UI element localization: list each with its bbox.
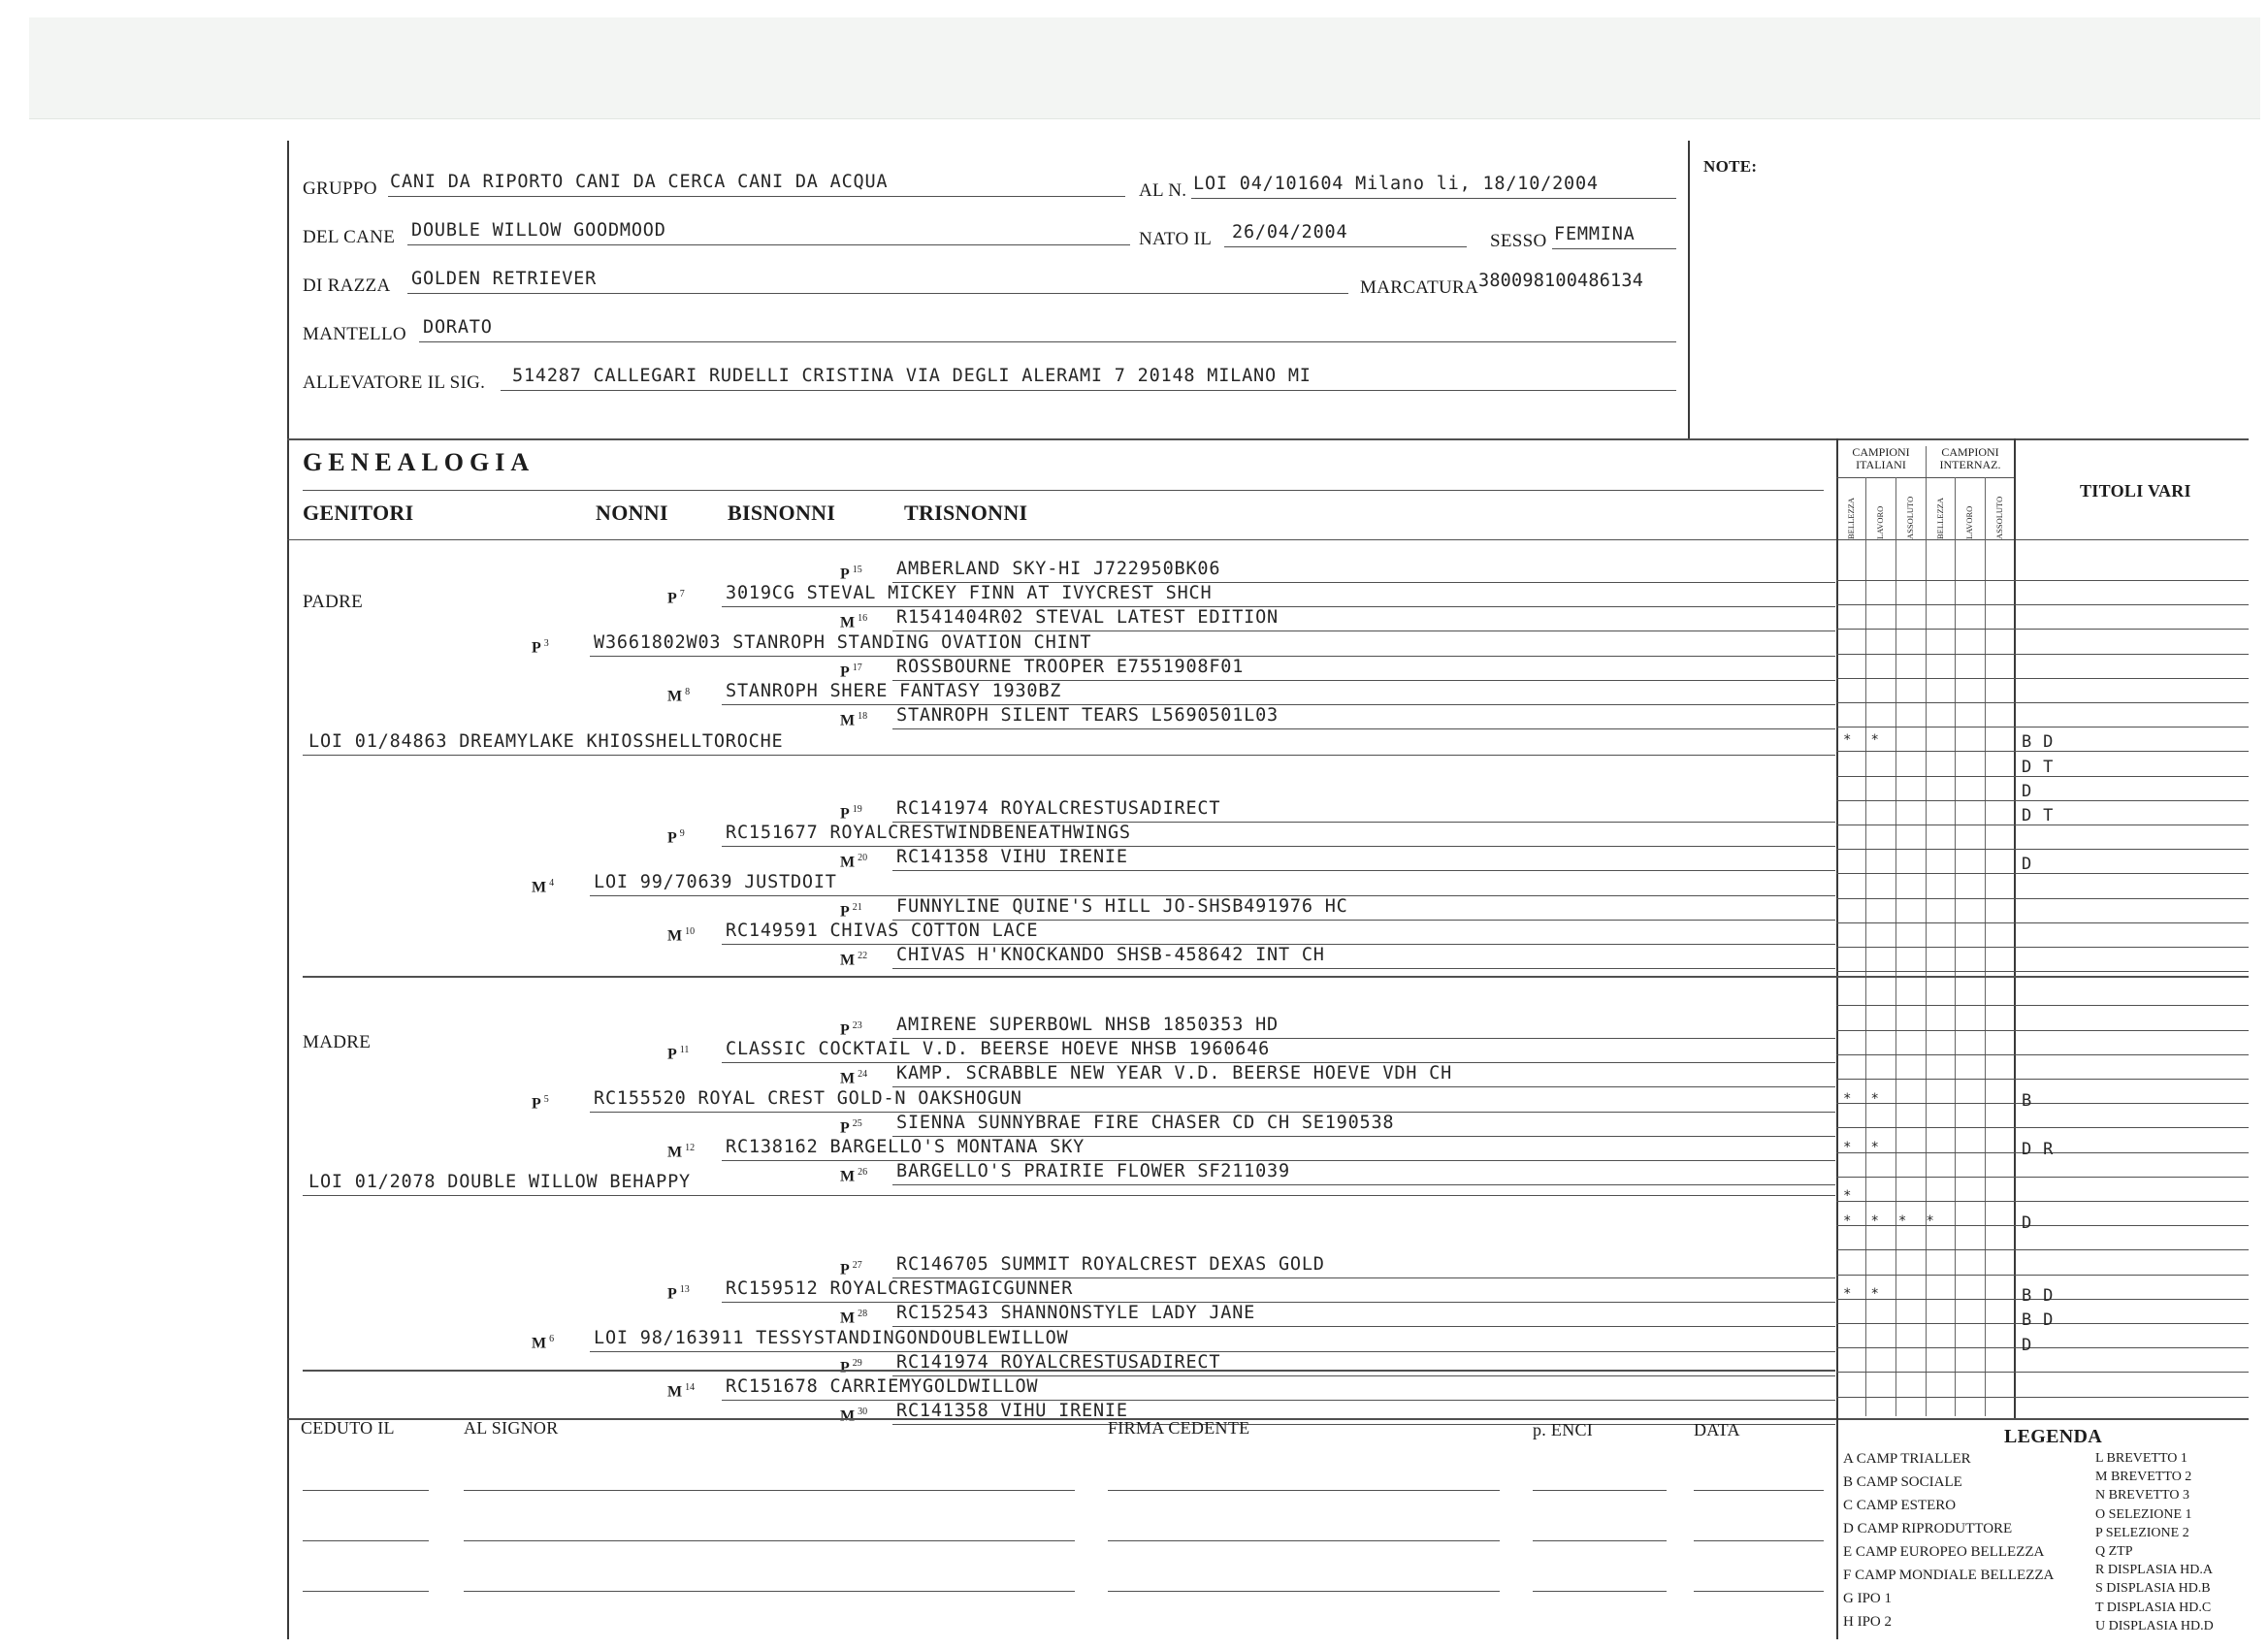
pedigree-mark-letter: M <box>667 688 683 705</box>
titoli-left-border <box>2014 438 2016 1418</box>
pedigree-mark-number: 24 <box>858 1069 868 1081</box>
champ-column-label: BELLEZZA <box>1935 498 1945 539</box>
footer-blank-line <box>1694 1490 1824 1491</box>
footer-blank-line <box>1694 1591 1824 1592</box>
titoli-row-line <box>1836 873 2249 874</box>
pedigree-entry: RC138162 BARGELLO'S MONTANA SKY <box>726 1137 1085 1157</box>
pedigree-mark <box>667 687 690 705</box>
pedigree-entry: STANROPH SILENT TEARS L5690501L03 <box>896 705 1279 727</box>
titoli-row-line <box>1836 1054 2249 1055</box>
footer-top-rule <box>287 1418 2249 1420</box>
legenda-item: O SELEZIONE 1 <box>2095 1506 2192 1522</box>
champion-stars: * <box>1843 1188 1853 1205</box>
legenda-item: U DISPLASIA HD.D <box>2095 1618 2214 1633</box>
allevatore-label: ALLEVATORE IL SIG. <box>303 372 486 393</box>
footer-blank-line <box>464 1490 1075 1491</box>
pedigree-entry: RC159512 ROYALCRESTMAGICGUNNER <box>726 1278 1074 1300</box>
champ-column-label: LAVORO <box>1964 505 1974 539</box>
legenda-item: E CAMP EUROPEO BELLEZZA <box>1843 1544 2045 1560</box>
pedigree-entry: RC151677 ROYALCRESTWINDBENEATHWINGS <box>726 823 1131 844</box>
pedigree-mark-letter: M <box>840 1310 856 1327</box>
footer-blank-line <box>1108 1490 1500 1491</box>
titoli-row-line <box>1836 898 2249 899</box>
pedigree-mark <box>840 853 867 871</box>
gruppo-line <box>388 196 1125 197</box>
titoli-row-line <box>1836 947 2249 948</box>
genealogy-bottom-rule <box>303 1370 1835 1372</box>
champion-stars: * * <box>1843 1090 1880 1107</box>
pedigree-mark-number: 29 <box>852 1357 862 1369</box>
pedigree-mark-number: 12 <box>685 1143 696 1153</box>
madre-name-line <box>303 1195 1835 1196</box>
pedigree-mark <box>840 951 867 969</box>
champ-column-label: BELLEZZA <box>1846 498 1856 539</box>
pedigree-entry: RC155520 ROYAL CREST GOLD-N OAKSHOGUN <box>594 1087 1022 1109</box>
titoli-row-line <box>1836 654 2249 655</box>
pedigree-mark <box>840 613 867 631</box>
pedigree-entry: CLASSIC COCKTAIL V.D. BEERSE HOEVE NHSB 1960646 <box>726 1039 1271 1060</box>
titoli-vari-label: TITOLI VARI <box>2080 481 2191 501</box>
titoli-row-line <box>1836 1347 2249 1348</box>
pedigree-mark-letter: P <box>667 1046 677 1063</box>
pedigree-mark-number: 8 <box>685 687 691 697</box>
pedigree-mark-number: 7 <box>679 589 685 600</box>
pedigree-entry: RC149591 CHIVAS COTTON LACE <box>726 920 1039 941</box>
pedigree-mark-number: 28 <box>858 1309 868 1320</box>
pedigree-entry: RC151678 CARRIEMYGOLDWILLOW <box>726 1375 1039 1397</box>
padre-madre-separator <box>303 976 2249 978</box>
legenda-item: G IPO 1 <box>1843 1591 1893 1606</box>
pedigree-entry: RC141974 ROYALCRESTUSADIRECT <box>896 797 1221 819</box>
sesso-label: SESSO <box>1490 231 1547 251</box>
pedigree-entry: ROSSBOURNE TROOPER E7551908F01 <box>896 656 1245 677</box>
col-bisnonni: BISNONNI <box>728 501 836 525</box>
pedigree-mark-number: 21 <box>852 901 862 913</box>
footer-blank-line <box>303 1591 429 1592</box>
pedigree-entry-line <box>892 1086 1835 1087</box>
pedigree-mark-letter: P <box>840 1119 850 1137</box>
pedigree-mark-number: 27 <box>852 1259 862 1271</box>
allevatore-value: 514287 CALLEGARI RUDELLI CRISTINA VIA DEGLI ALERAMI 7 20148 MILANO MI <box>512 366 1312 386</box>
pedigree-mark-letter: P <box>667 590 677 607</box>
col-trisnonni: TRISNONNI <box>904 501 1028 525</box>
legenda-item: B CAMP SOCIALE <box>1843 1474 1962 1490</box>
pedigree-mark-letter: M <box>532 1334 547 1351</box>
pedigree-mark <box>667 1143 695 1161</box>
pedigree-entry-line <box>722 1400 1835 1401</box>
pedigree-mark <box>840 1118 862 1137</box>
legenda-item: L BREVETTO 1 <box>2095 1451 2187 1466</box>
champ-column-label: LAVORO <box>1875 505 1885 539</box>
footer-blank-line <box>303 1540 429 1541</box>
footer-blank-line <box>464 1591 1075 1592</box>
pedigree-mark-number: 18 <box>858 711 868 723</box>
legenda-item: Q ZTP <box>2095 1544 2133 1559</box>
legenda-item: T DISPLASIA HD.C <box>2095 1600 2212 1615</box>
pedigree-entry-line <box>722 846 1835 847</box>
pedigree-mark-number: 3 <box>543 637 549 649</box>
titoli-row-line <box>1836 1249 2249 1250</box>
legenda-item: H IPO 2 <box>1843 1614 1893 1630</box>
pedigree-mark-number: 19 <box>852 803 862 815</box>
pedigree-entry: RC141358 VIHU IRENIE <box>896 847 1128 868</box>
nato-value: 26/04/2004 <box>1232 222 1348 242</box>
pedigree-mark <box>840 1260 862 1278</box>
sesso-value: FEMMINA <box>1554 224 1636 244</box>
frame-left-border <box>287 141 289 1639</box>
pedigree-mark-letter: M <box>667 1383 683 1401</box>
titoli-row-line <box>1836 922 2249 923</box>
titoli-value: B D <box>2022 732 2055 753</box>
pedigree-mark <box>667 589 685 607</box>
al-n-value: LOI 04/101604 Milano li, 18/10/2004 <box>1193 174 1599 194</box>
campioni-internaz-label: CAMPIONI INTERNAZ. <box>1939 445 2001 471</box>
campioni-rule <box>1836 477 2014 478</box>
pedigree-mark-letter: P <box>840 903 850 921</box>
legenda-item: P SELEZIONE 2 <box>2095 1525 2189 1540</box>
pedigree-mark <box>532 1334 554 1352</box>
mantello-value: DORATO <box>423 317 493 338</box>
pedigree-entry: RC146705 SUMMIT ROYALCREST DEXAS GOLD <box>896 1253 1325 1275</box>
razza-line <box>407 293 1348 294</box>
mantello-label: MANTELLO <box>303 324 406 344</box>
titoli-row-line <box>1836 604 2249 605</box>
pedigree-mark-number: 13 <box>679 1284 690 1296</box>
pedigree-mark-number: 15 <box>852 565 862 575</box>
pedigree-mark-number: 11 <box>679 1045 690 1056</box>
pedigree-mark-letter: P <box>532 638 541 656</box>
pedigree-mark-letter: M <box>532 878 547 895</box>
pedigree-mark <box>532 878 554 896</box>
pedigree-entry: LOI 98/163911 TESSYSTANDINGONDOUBLEWILLOW <box>594 1327 1069 1348</box>
pedigree-entry: RC141358 VIHU IRENIE <box>896 1401 1128 1422</box>
marcatura-value: 380098100486134 <box>1478 271 1644 291</box>
pedigree-mark-letter: M <box>840 854 856 871</box>
pedigree-mark <box>840 804 862 823</box>
genealogia-title: GENEALOGIA <box>303 448 535 476</box>
razza-label: DI RAZZA <box>303 275 391 296</box>
titoli-row-line <box>1836 1005 2249 1006</box>
signor-label: AL SIGNOR <box>464 1418 559 1438</box>
legenda-item: N BREVETTO 3 <box>2095 1488 2189 1504</box>
titoli-value: D <box>2022 855 2033 875</box>
padre-name-line <box>303 755 1835 756</box>
legenda-left-border <box>1836 1418 1838 1639</box>
pedigree-mark-letter: M <box>840 712 856 729</box>
titoli-row-line <box>1836 678 2249 679</box>
titoli-row-line <box>1836 629 2249 630</box>
pedigree-mark <box>667 926 695 945</box>
gruppo-label: GRUPPO <box>303 178 377 199</box>
titoli-row-line <box>1836 1103 2249 1104</box>
champ-group-divider <box>1926 446 1927 1416</box>
legenda-item: D CAMP RIPRODUTTORE <box>1843 1521 2013 1536</box>
pedigree-mark-letter: M <box>840 1168 856 1185</box>
allevatore-line <box>501 390 1676 391</box>
mantello-line <box>419 341 1676 342</box>
legenda-item: R DISPLASIA HD.A <box>2095 1563 2213 1578</box>
pedigree-mark <box>840 663 862 681</box>
pedigree-mark <box>840 1069 867 1087</box>
pedigree-mark-number: 4 <box>549 877 555 889</box>
footer-blank-line <box>303 1490 429 1491</box>
note-divider <box>1688 141 1690 438</box>
pedigree-mark-number: 30 <box>858 1406 868 1418</box>
titoli-value: D <box>2022 1212 2033 1233</box>
pedigree-entry: CHIVAS H'KNOCKANDO SHSB-458642 INT CH <box>896 945 1325 966</box>
champion-stars: * * * * <box>1843 1212 1935 1229</box>
pedigree-entry-line <box>722 704 1835 705</box>
pedigree-mark <box>840 711 867 729</box>
pedigree-mark-letter: M <box>667 1144 683 1161</box>
padre-label: PADRE <box>303 592 364 612</box>
titoli-row-line <box>1836 1397 2249 1398</box>
pedigree-mark-letter: P <box>667 829 677 847</box>
pedigree-mark <box>840 1167 867 1185</box>
enci-label: p. ENCI <box>1533 1420 1594 1439</box>
legenda-item: M BREVETTO 2 <box>2095 1470 2192 1485</box>
pedigree-entry: STANROPH SHERE FANTASY 1930BZ <box>726 681 1062 701</box>
data-label: DATA <box>1694 1420 1740 1439</box>
scan-margin <box>29 17 2260 119</box>
pedigree-mark-number: 9 <box>679 828 685 840</box>
titoli-row-line <box>1836 1079 2249 1080</box>
pedigree-entry-line <box>892 968 1835 969</box>
pedigree-mark-letter: P <box>840 1021 850 1039</box>
pedigree-mark <box>667 1045 689 1063</box>
pedigree-mark-letter: M <box>840 1407 856 1425</box>
razza-value: GOLDEN RETRIEVER <box>411 269 598 289</box>
pedigree-mark <box>667 1382 695 1401</box>
titoli-row-line <box>1836 800 2249 801</box>
pedigree-entry-line <box>892 870 1835 871</box>
legenda-title: LEGENDA <box>2004 1426 2103 1447</box>
footer-blank-line <box>1694 1540 1824 1541</box>
titoli-row-line <box>1836 971 2249 972</box>
pedigree-mark-letter: P <box>667 1285 677 1303</box>
pedigree-mark-letter: P <box>840 566 850 583</box>
pedigree-entry: AMIRENE SUPERBOWL NHSB 1850353 HD <box>896 1015 1279 1035</box>
titoli-value: B <box>2022 1090 2033 1111</box>
madre-name: LOI 01/2078 DOUBLE WILLOW BEHAPPY <box>308 1172 691 1192</box>
legenda-item: F CAMP MONDIALE BELLEZZA <box>1843 1568 2055 1583</box>
pedigree-entry-line <box>892 1184 1835 1185</box>
footer-blank-line <box>1108 1591 1500 1592</box>
titoli-value: D R <box>2022 1140 2055 1159</box>
titoli-row-line <box>1836 1372 2249 1373</box>
pedigree-entry: 3019CG STEVAL MICKEY FINN AT IVYCREST SHCH <box>726 583 1213 604</box>
pedigree-entry-line <box>722 606 1835 607</box>
pedigree-entry: FUNNYLINE QUINE'S HILL JO-SHSB491976 HC <box>896 895 1348 917</box>
champ-column-label: ASSOLUTO <box>1905 496 1915 539</box>
pedigree-entry: SIENNA SUNNYBRAE FIRE CHASER CD CH SE190538 <box>896 1112 1395 1133</box>
pedigree-entry: R1541404R02 STEVAL LATEST EDITION <box>896 607 1279 629</box>
titoli-row-line <box>1836 1201 2249 1202</box>
pedigree-mark-letter: M <box>840 614 856 631</box>
titoli-value: B D <box>2022 1286 2055 1307</box>
pedigree-entry: W3661802W03 STANROPH STANDING OVATION CHINT <box>594 631 1092 653</box>
cane-line <box>407 244 1130 245</box>
gruppo-value: CANI DA RIPORTO CANI DA CERCA CANI DA ACQUA <box>390 172 889 192</box>
legenda-item: S DISPLASIA HD.B <box>2095 1581 2211 1597</box>
titoli-value: D T <box>2022 757 2055 777</box>
pedigree-entry: RC152543 SHANNONSTYLE LADY JANE <box>896 1303 1256 1324</box>
pedigree-mark <box>840 902 862 921</box>
footer-blank-line <box>464 1540 1075 1541</box>
pedigree-mark-letter: P <box>840 1261 850 1278</box>
cane-label: DEL CANE <box>303 227 396 247</box>
titoli-value: D <box>2022 1335 2033 1355</box>
pedigree-mark <box>667 1284 690 1303</box>
campioni-italiani-label: CAMPIONI ITALIANI <box>1852 445 1910 471</box>
legenda-item: A CAMP TRIALLER <box>1843 1451 1971 1467</box>
pedigree-mark <box>667 828 685 847</box>
pedigree-mark-number: 20 <box>858 853 868 864</box>
pedigree-mark-number: 26 <box>858 1167 868 1179</box>
footer-blank-line <box>1533 1540 1667 1541</box>
pedigree-mark-letter: P <box>840 663 850 681</box>
pedigree-mark <box>532 1094 549 1113</box>
pedigree-entry: BARGELLO'S PRAIRIE FLOWER SF211039 <box>896 1161 1290 1182</box>
titoli-row-line <box>1836 1127 2249 1128</box>
champ-column-label: ASSOLUTO <box>1994 496 2004 539</box>
pedigree-mark-number: 5 <box>543 1093 549 1105</box>
pedigree-mark-number: 22 <box>858 951 868 962</box>
padre-name: LOI 01/84863 DREAMYLAKE KHIOSSHELLTOROCHE <box>308 731 784 752</box>
al-n-line <box>1191 198 1676 199</box>
pedigree-mark-letter: P <box>840 805 850 823</box>
pedigree-entry: KAMP. SCRABBLE NEW YEAR V.D. BEERSE HOEVE VDH CH <box>896 1063 1453 1084</box>
titoli-row-line <box>1836 580 2249 581</box>
pedigree-mark-number: 14 <box>685 1381 696 1393</box>
champion-stars: * * <box>1843 1286 1880 1303</box>
legenda-item: C CAMP ESTERO <box>1843 1498 1957 1513</box>
pedigree-entry-line <box>892 728 1835 729</box>
note-label: NOTE: <box>1703 157 1758 176</box>
titoli-row-line <box>1836 1030 2249 1031</box>
footer-blank-line <box>1108 1540 1500 1541</box>
pedigree-mark-number: 23 <box>852 1020 862 1031</box>
titoli-row-line <box>1836 1275 2249 1276</box>
titoli-value: D <box>2022 781 2033 801</box>
titoli-row-line <box>1836 727 2249 728</box>
footer-blank-line <box>1533 1490 1667 1491</box>
pedigree-mark <box>840 1406 867 1425</box>
pedigree-mark-number: 16 <box>858 613 868 625</box>
pedigree-mark-letter: M <box>840 952 856 969</box>
marcatura-label: MARCATURA <box>1360 277 1478 298</box>
sesso-line <box>1552 248 1676 249</box>
pedigree-mark-letter: P <box>532 1094 541 1112</box>
col-nonni: NONNI <box>596 501 668 525</box>
pedigree-mark-letter: M <box>840 1070 856 1087</box>
pedigree-mark-number: 6 <box>549 1333 555 1344</box>
nato-label: NATO IL <box>1139 229 1213 249</box>
pedigree-entry-line <box>722 1302 1835 1303</box>
titoli-row-line <box>1836 849 2249 850</box>
pedigree-mark-number: 10 <box>685 925 696 937</box>
champ-area-left-border <box>1836 438 1838 1418</box>
pedigree-mark <box>840 1020 862 1039</box>
cane-value: DOUBLE WILLOW GOODMOOD <box>411 220 666 241</box>
titoli-row-line <box>1836 1177 2249 1178</box>
pedigree-mark <box>532 638 549 657</box>
madre-label: MADRE <box>303 1032 372 1052</box>
al-n-label: AL N. <box>1139 180 1187 201</box>
titoli-value: B D <box>2022 1310 2055 1331</box>
pedigree-entry: AMBERLAND SKY-HI J722950BK06 <box>896 559 1221 579</box>
nato-line <box>1224 246 1467 247</box>
champion-stars: * * <box>1843 1140 1880 1155</box>
col-genitori: GENITORI <box>303 501 414 525</box>
pedigree-entry: LOI 99/70639 JUSTDOIT <box>594 871 837 892</box>
pedigree-mark-letter: M <box>667 927 683 945</box>
header-bottom-rule <box>287 438 2249 440</box>
pedigree-mark <box>840 1309 867 1327</box>
genealogia-title-rule <box>303 490 1824 491</box>
champion-stars: * * <box>1843 732 1880 749</box>
titoli-value: D T <box>2022 806 2055 825</box>
pedigree-mark <box>840 565 862 583</box>
footer-blank-line <box>1533 1591 1667 1592</box>
pedigree-mark-number: 17 <box>852 662 862 673</box>
titoli-row-line <box>1836 702 2249 703</box>
pedigree-entry: RC141974 ROYALCRESTUSADIRECT <box>896 1351 1221 1373</box>
pedigree-mark <box>840 1358 862 1376</box>
pedigree-mark-letter: P <box>840 1359 850 1376</box>
ceduto-label: CEDUTO IL <box>301 1418 395 1438</box>
firma-label: FIRMA CEDENTE <box>1108 1418 1250 1438</box>
pedigree-mark-number: 25 <box>852 1117 862 1129</box>
